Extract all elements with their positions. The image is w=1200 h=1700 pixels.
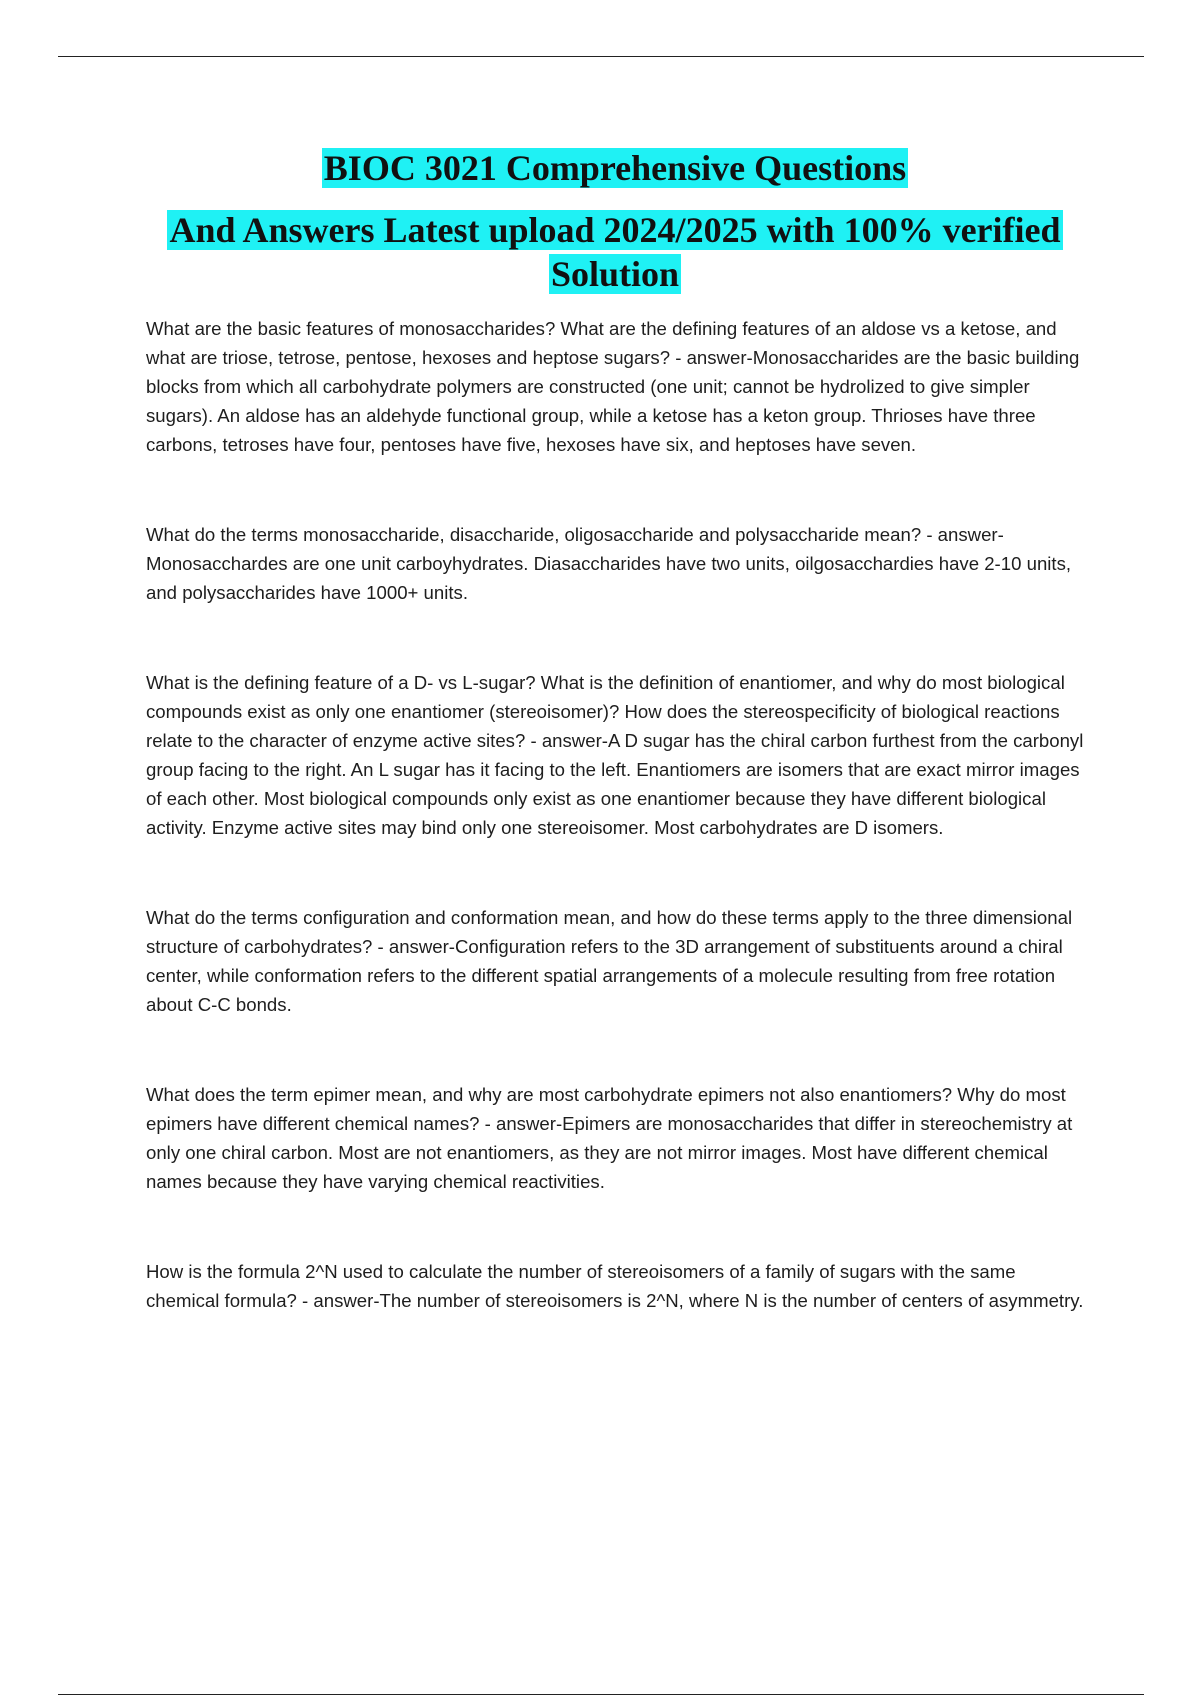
title-line-2 <box>130 208 1100 252</box>
title-line-3 <box>130 252 1100 296</box>
title-highlight-3: Solution <box>550 254 680 294</box>
title-highlight-1: BIOC 3021 Comprehensive Questions <box>323 148 907 188</box>
qa-item-6: How is the formula 2^N used to calculate the number of stereoisomers of a family of sugars with the same chemical formula? - answer-The number of stereoisomers is 2^N, where N is the number of centers of asymmetry. <box>146 1261 1084 1311</box>
qa-item-4: What do the terms configuration and conformation mean, and how do these terms apply to the three dimensional structure of carbohydrates? - answer-Configuration refers to the 3D arrangement of substituents around a chiral center, while conformation refers to the different spatial arrangements of a molecule resulting from free rotation about C-C bonds. <box>146 907 1073 1015</box>
qa-item-2: What do the terms monosaccharide, disaccharide, oligosaccharide and polysaccharide mean? - answer-Monosacchardes are one unit carboyhydrates. Diasaccharides have two units, oilgosacchardies have 2-10 units, and polysaccharides have 1000+ units. <box>146 524 1072 603</box>
qa-item-5: What does the term epimer mean, and why are most carbohydrate epimers not also enantiomers? Why do most epimers have different chemical names? - answer-Epimers are monosaccharides that differ in stereochemistry at only one chiral carbon. Most are not enantiomers, as they are not mirror images. Most have different chemical names because they have varying chemical reactivities. <box>146 1084 1073 1192</box>
qa-list <box>146 314 1092 1315</box>
qa-item-1: What are the basic features of monosaccharides? What are the defining features of an aldose vs a ketose, and what are triose, tetrose, pentose, hexoses and heptose sugars? - answer-Monosaccharides are the basic building blocks from which all carbohydrate polymers are constructed (one unit; cannot be hydrolized to give simpler sugars). An aldose has an aldehyde functional group, while a ketose has a keton group. Thrioses have three carbons, tetroses have four, pentoses have five, hexoses have six, and heptoses have seven. <box>146 318 1080 455</box>
title-highlight-2: And Answers Latest upload 2024/2025 with 100% verified <box>169 210 1061 250</box>
header-rule <box>58 56 1144 57</box>
title-line-1 <box>130 146 1100 190</box>
qa-item-3: What is the defining feature of a D- vs L-sugar? What is the definition of enantiomer, and why do most biological compounds exist as only one enantiomer (stereoisomer)? How does the stereospecificity of biological reactions relate to the character of enzyme active sites? - answer-A D sugar has the chiral carbon furthest from the carbonyl group facing to the right. An L sugar has it facing to the left. Enantiomers are isomers that are exact mirror images of each other. Most biological compounds only exist as one enantiomer because they have different biological activity. Enzyme active sites may bind only one stereoisomer. Most carbohydrates are D isomers. <box>146 672 1084 838</box>
document-title <box>130 146 1100 296</box>
footer-rule <box>58 1694 1144 1695</box>
